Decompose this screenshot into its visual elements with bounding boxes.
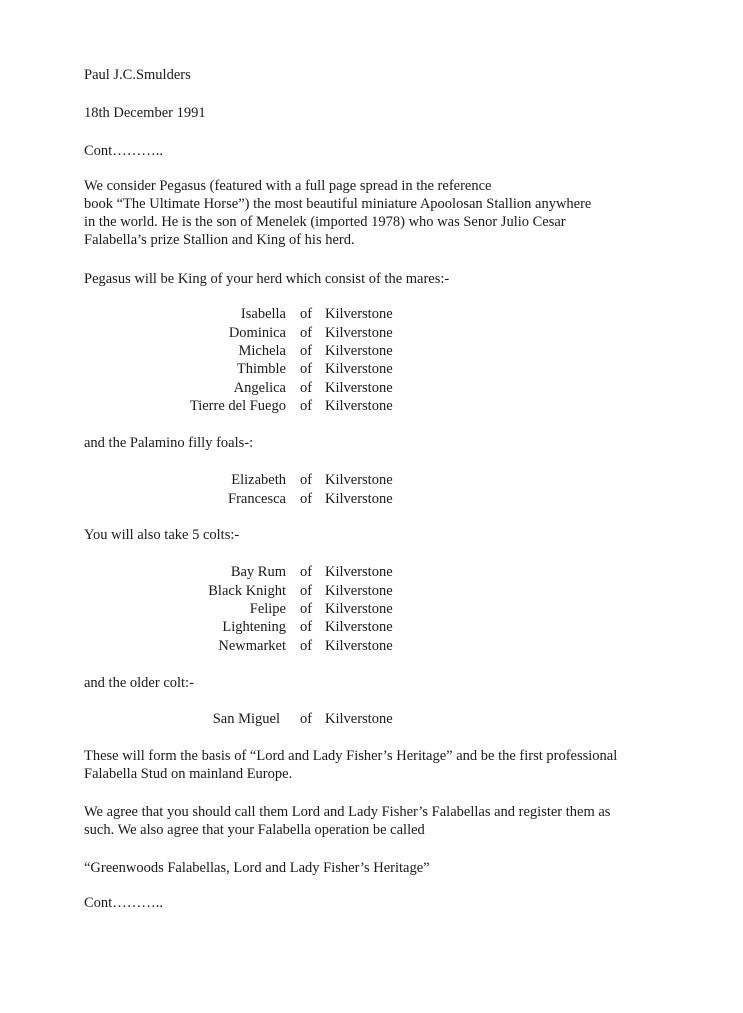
horse-name: Black Knight <box>208 582 286 599</box>
of-word: of <box>300 343 313 359</box>
horse-name: Bay Rum <box>230 564 286 580</box>
horse-name: Thimble <box>236 361 286 377</box>
horse-name: Angelica <box>233 379 286 396</box>
of-word: of <box>300 711 313 727</box>
horse-name: Felipe <box>249 601 286 617</box>
of-word: of <box>300 379 313 396</box>
of-word: of <box>300 637 313 654</box>
of-word: of <box>300 582 313 599</box>
operation-name: “Greenwoods Falabellas, Lord and Lady Fisher’s Heritage” <box>84 860 430 876</box>
horse-name: Tierre del Fuego <box>189 398 286 414</box>
continuation-bottom: Cont……….. <box>84 895 163 911</box>
author-name: Paul J.C.Smulders <box>84 67 191 83</box>
stud-name: Kilverstone <box>325 564 393 580</box>
horse-name: Newmarket <box>218 637 286 654</box>
stud-name: Kilverstone <box>325 379 393 396</box>
older-colt-intro: and the older colt:- <box>84 675 194 691</box>
intro-line: in the world. He is the son of Menelek (imported 1978) who was Senor Julio Cesar <box>84 214 566 230</box>
horse-name: Michela <box>238 343 286 359</box>
stud-name: Kilverstone <box>325 582 393 599</box>
of-word: of <box>300 324 313 341</box>
horse-name: Francesca <box>228 490 286 507</box>
horse-name: San Miguel <box>212 711 280 727</box>
continuation-top: Cont……….. <box>84 143 163 159</box>
of-word: of <box>300 398 313 414</box>
heritage-line: Falabella Stud on mainland Europe. <box>84 766 293 782</box>
stud-name: Kilverstone <box>325 711 393 727</box>
heritage-line: These will form the basis of “Lord and Lady Fisher’s Heritage” and be the first professional <box>84 748 618 764</box>
mares-intro: Pegasus will be King of your herd which consist of the mares:- <box>84 271 450 287</box>
of-word: of <box>300 306 313 322</box>
horse-name: Lightening <box>222 619 286 635</box>
agreement-line: We agree that you should call them Lord and Lady Fisher’s Falabellas and register them as <box>84 804 611 820</box>
stud-name: Kilverstone <box>325 306 393 322</box>
colts-intro: You will also take 5 colts:- <box>84 527 240 543</box>
stud-name: Kilverstone <box>325 601 393 617</box>
horse-name: Isabella <box>240 306 286 322</box>
of-word: of <box>300 361 313 377</box>
stud-name: Kilverstone <box>325 490 393 507</box>
foals-intro: and the Palamino filly foals-: <box>84 435 254 451</box>
intro-line: We consider Pegasus (featured with a full page spread in the reference <box>84 178 492 194</box>
stud-name: Kilverstone <box>325 398 393 414</box>
stud-name: Kilverstone <box>325 619 393 635</box>
agreement-line: such. We also agree that your Falabella operation be called <box>84 822 425 838</box>
stud-name: Kilverstone <box>325 637 393 654</box>
stud-name: Kilverstone <box>325 343 393 359</box>
letter-date: 18th December 1991 <box>84 105 206 121</box>
horse-name: Elizabeth <box>231 472 286 488</box>
stud-name: Kilverstone <box>325 361 393 377</box>
stud-name: Kilverstone <box>325 472 393 488</box>
of-word: of <box>300 564 313 580</box>
horse-name: Dominica <box>228 324 286 341</box>
of-word: of <box>300 472 313 488</box>
of-word: of <box>300 601 313 617</box>
intro-line: Falabella’s prize Stallion and King of his herd. <box>84 232 355 248</box>
intro-line: book “The Ultimate Horse”) the most beautiful miniature Apoolosan Stallion anywhere <box>84 196 592 212</box>
stud-name: Kilverstone <box>325 324 393 341</box>
of-word: of <box>300 619 313 635</box>
of-word: of <box>300 490 313 507</box>
